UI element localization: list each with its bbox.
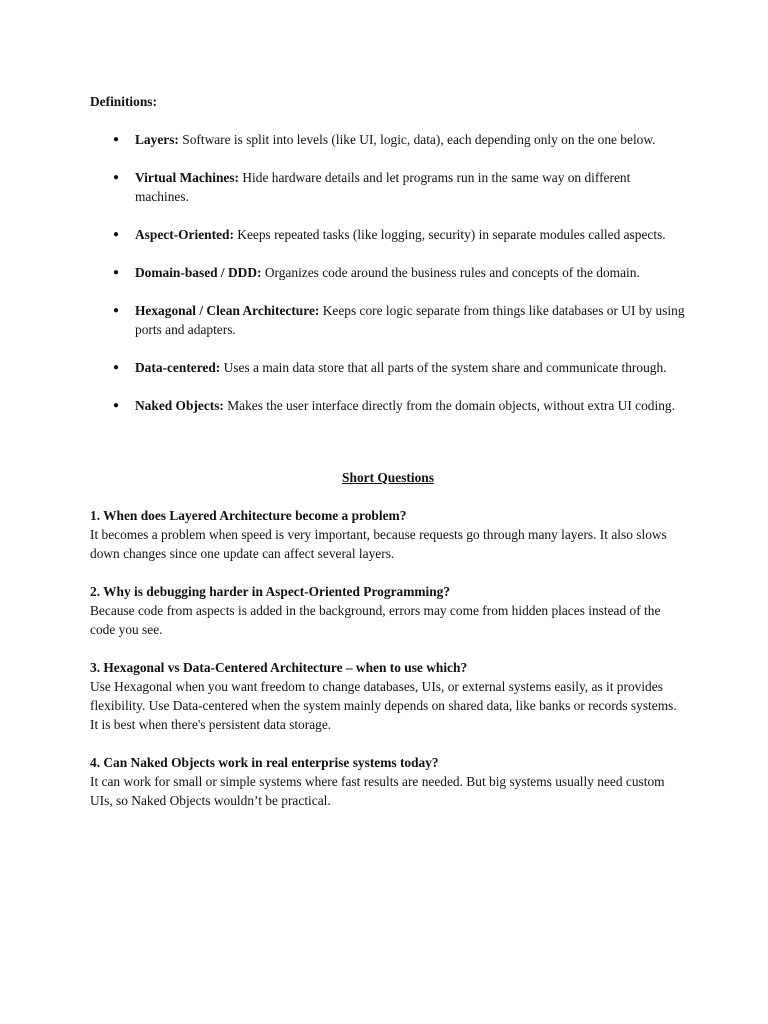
definition-text: Software is split into levels (like UI, logic, data), each depending only on the one below. — [182, 132, 656, 147]
bullet-icon: ● — [113, 229, 120, 240]
definition-item-virtual-machines — [90, 168, 686, 206]
definition-text: Keeps repeated tasks (like logging, security) in separate modules called aspects. — [237, 227, 666, 242]
bullet-icon: ● — [113, 267, 120, 278]
definition-term: Domain-based / DDD: — [135, 265, 262, 280]
definition-term: Hexagonal / Clean Architecture: — [135, 303, 320, 318]
definition-text: Makes the user interface directly from the domain objects, without extra UI coding. — [227, 398, 675, 413]
answer-text: It becomes a problem when speed is very important, because requests go through many layers. It also slows down changes since one update can affect several layers. — [90, 527, 667, 561]
definition-text: Keeps core logic separate from things like databases or UI by using ports and adapters. — [135, 303, 685, 337]
definitions-list — [90, 130, 686, 415]
bullet-icon: ● — [113, 305, 120, 316]
question-text: 3. Hexagonal vs Data-Centered Architecture – when to use which? — [90, 660, 468, 675]
question-text: 2. Why is debugging harder in Aspect-Oriented Programming? — [90, 584, 451, 599]
definition-term: Aspect-Oriented: — [135, 227, 234, 242]
answer-text: Because code from aspects is added in the background, errors may come from hidden places instead of the code you see. — [90, 603, 661, 637]
bullet-icon: ● — [113, 400, 120, 411]
bullet-icon: ● — [113, 362, 120, 373]
definition-item-layers — [90, 130, 686, 149]
question-block-1 — [90, 506, 686, 563]
definition-term: Data-centered: — [135, 360, 221, 375]
definition-item-domain-based — [90, 263, 686, 282]
question-text: 1. When does Layered Architecture become a problem? — [90, 508, 407, 523]
bullet-icon: ● — [113, 172, 120, 183]
question-block-3 — [90, 658, 686, 734]
answer-text: It can work for small or simple systems where fast results are needed. But big systems usually need custom UIs, so Naked Objects wouldn’t be practical. — [90, 774, 665, 808]
question-text: 4. Can Naked Objects work in real enterprise systems today? — [90, 755, 439, 770]
definition-term: Naked Objects: — [135, 398, 224, 413]
definition-text: Uses a main data store that all parts of the system share and communicate through. — [223, 360, 667, 375]
question-block-2 — [90, 582, 686, 639]
definition-item-hexagonal — [90, 301, 686, 339]
definition-item-data-centered — [90, 358, 686, 377]
definitions-heading: Definitions: — [90, 94, 157, 109]
definition-text: Hide hardware details and let programs run in the same way on different machines. — [135, 170, 631, 204]
definition-item-naked-objects — [90, 396, 686, 415]
short-questions-title: Short Questions — [342, 470, 434, 485]
definition-term: Virtual Machines: — [135, 170, 240, 185]
bullet-icon: ● — [113, 134, 120, 145]
document-page — [90, 92, 686, 810]
answer-text: Use Hexagonal when you want freedom to change databases, UIs, or external systems easily, as it provides flexibility. Use Data-centered when the system mainly depends on shared data, like banks or records systems. It is best when there's persistent data storage. — [90, 679, 677, 732]
question-block-4 — [90, 753, 686, 810]
definition-item-aspect-oriented — [90, 225, 686, 244]
definition-text: Organizes code around the business rules and concepts of the domain. — [264, 265, 640, 280]
definition-term: Layers: — [135, 132, 179, 147]
